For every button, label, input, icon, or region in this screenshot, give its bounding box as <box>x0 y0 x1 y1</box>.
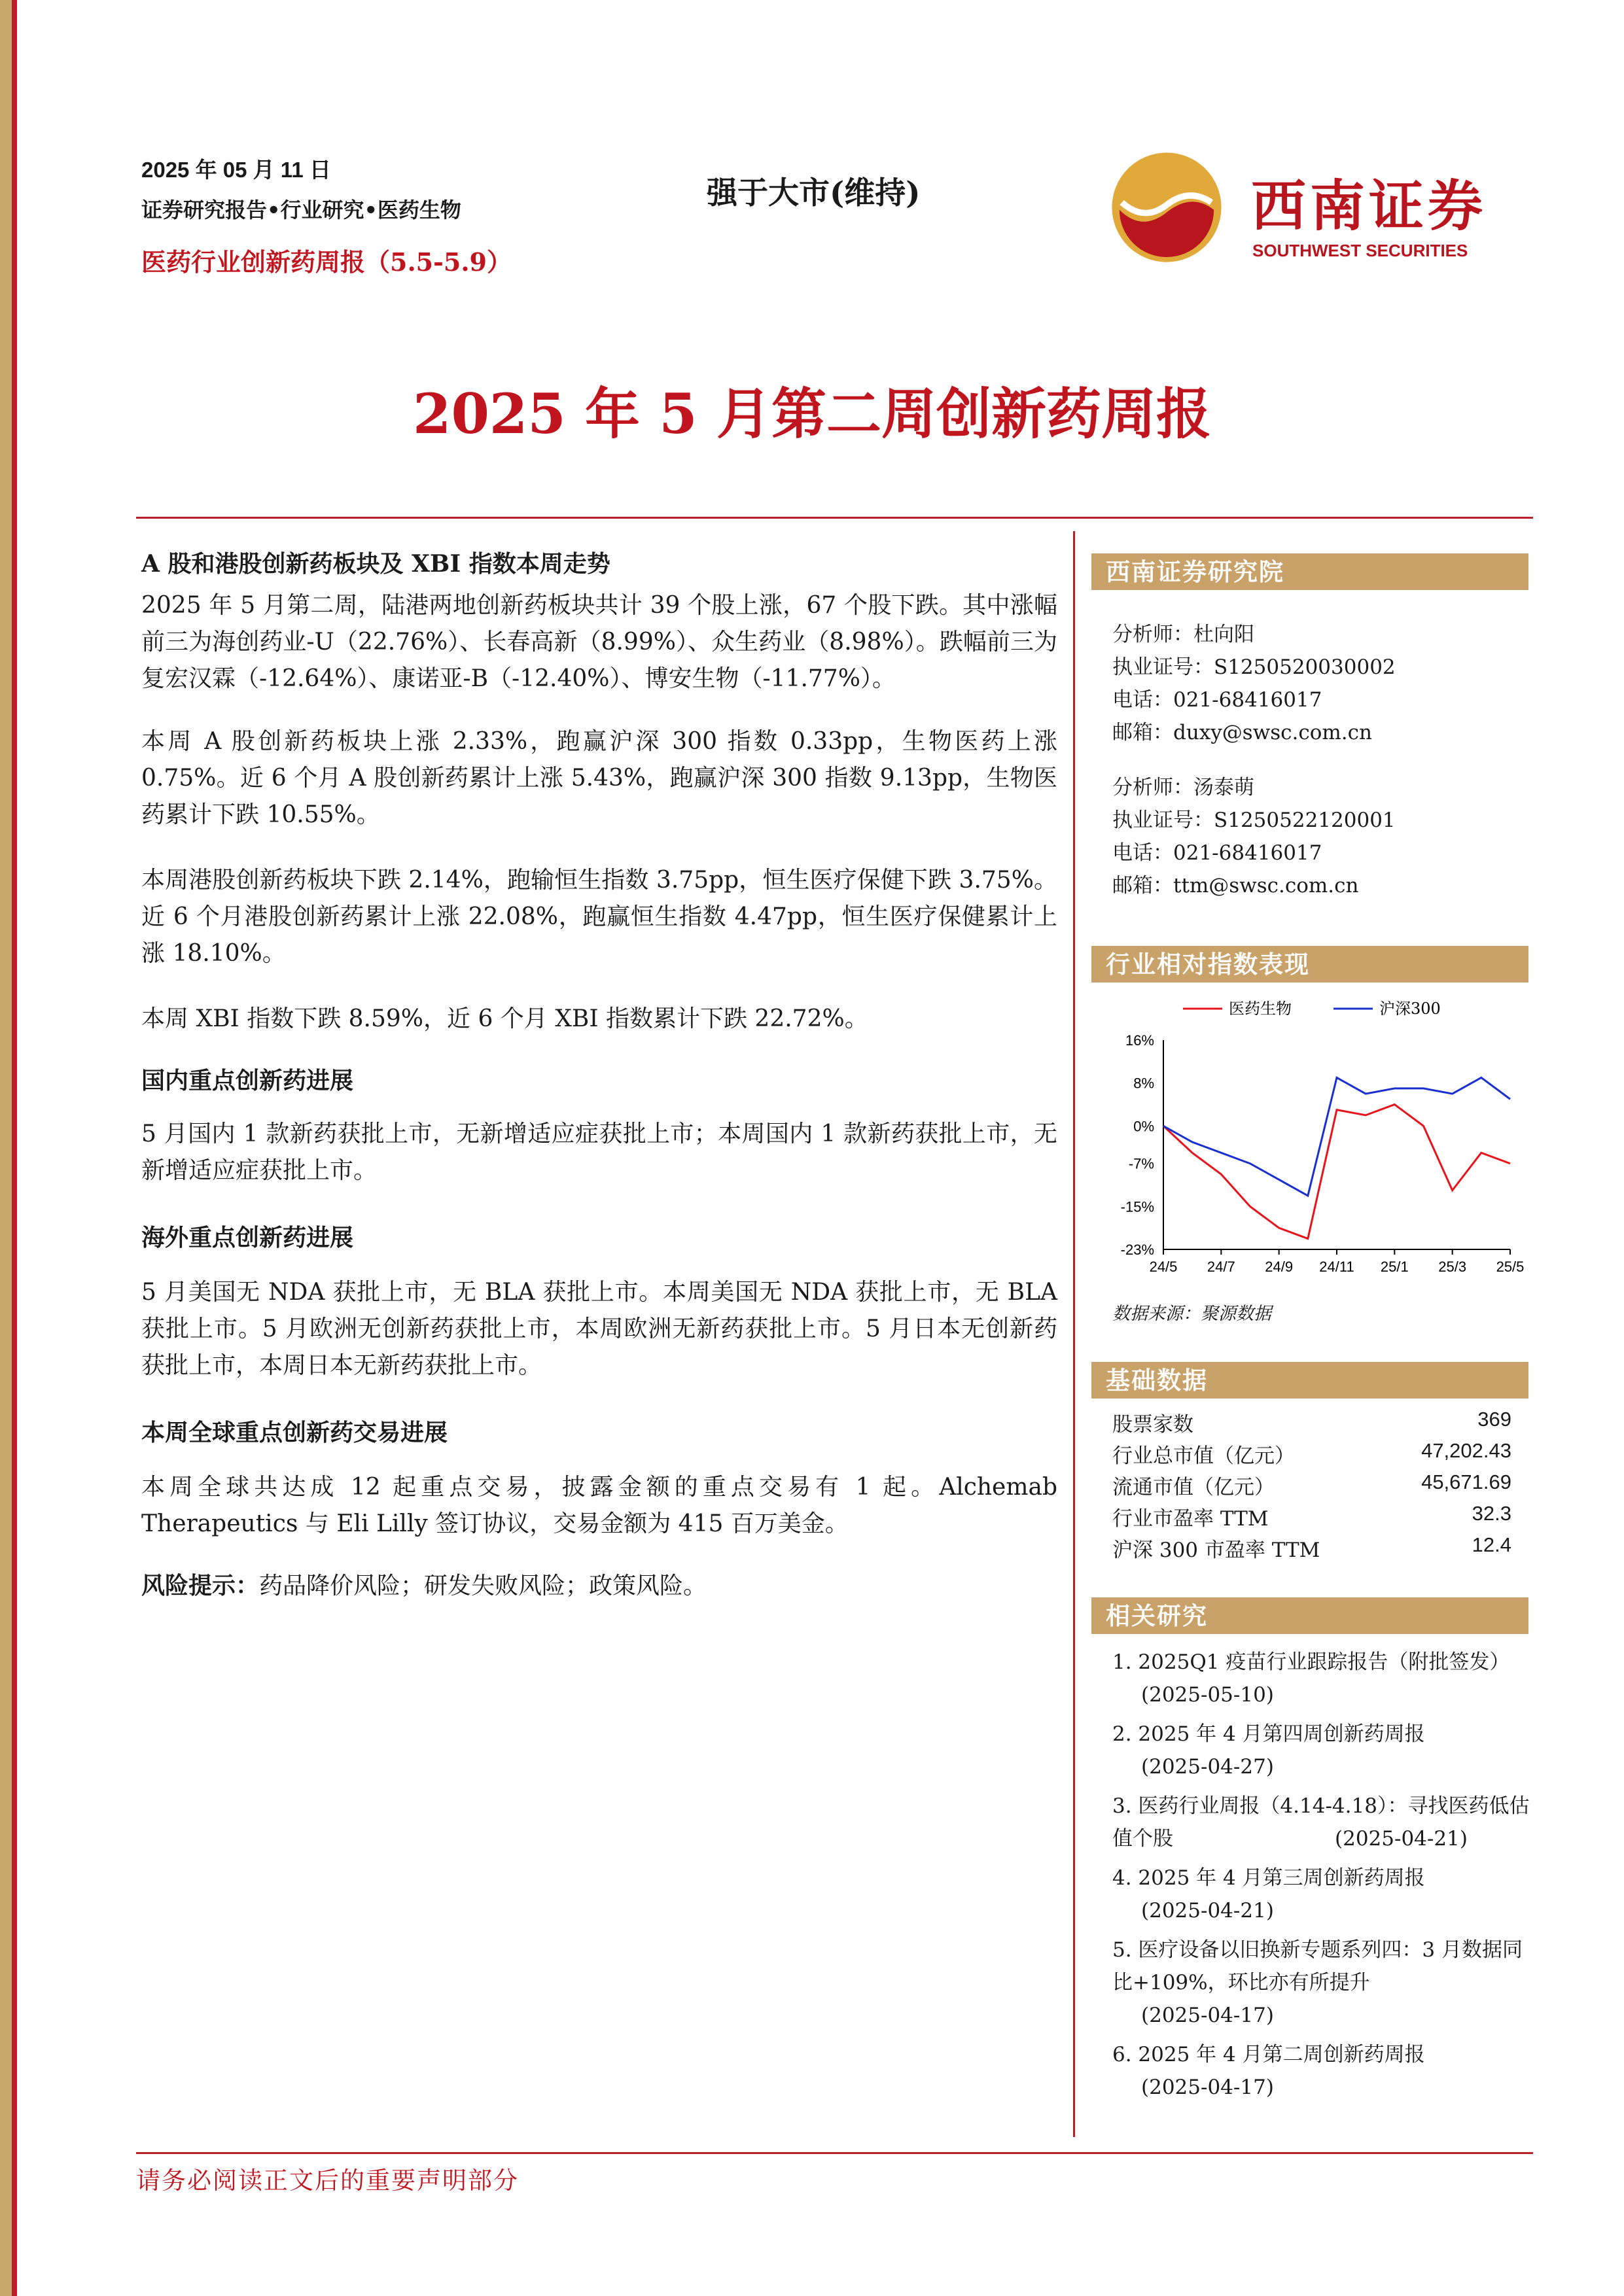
logo-name-en: SOUTHWEST SECURITIES <box>1252 241 1468 260</box>
basics-heading: 基础数据 <box>1091 1362 1528 1399</box>
related-item-date: (2025-04-21) <box>1141 1899 1274 1922</box>
paragraph-overseas: 5 月美国无 NDA 获批上市，无 BLA 获批上市。本周美国无 NDA 获批上市，无 BLA 获批上市。5 月欧洲无创新药获批上市，本周欧洲无新药获批上市。5 月日本无创新药获批上市，本周日本无新药获批上市。 <box>141 1279 1057 1379</box>
related-item[interactable] <box>1112 1934 1531 2032</box>
section-title-overseas: 海外重点创新药进展 <box>141 1224 354 1251</box>
footer-disclaimer: 请务必阅读正文后的重要声明部分 <box>136 2166 519 2195</box>
x-tick-label: 25/1 <box>1380 1259 1409 1275</box>
analyst-1-license: 执业证号：S1250520030002 <box>1112 655 1396 679</box>
x-tick-label: 24/7 <box>1207 1259 1235 1275</box>
logo-name-cn: 西南证券 <box>1251 173 1487 238</box>
basic-label: 行业市盈率 TTM <box>1112 1507 1269 1531</box>
x-tick-label: 24/5 <box>1149 1259 1178 1275</box>
analyst-1-phone: 电话：021-68416017 <box>1112 688 1322 712</box>
section-title-deals: 本周全球重点创新药交易进展 <box>141 1419 448 1446</box>
y-tick-label: 8% <box>1133 1075 1154 1092</box>
y-tick-label: 16% <box>1125 1032 1154 1049</box>
x-tick-label: 25/5 <box>1496 1259 1525 1275</box>
basic-value: 32.3 <box>1472 1502 1511 1525</box>
bottom-divider <box>136 2152 1533 2154</box>
report-series: 医药行业创新药周报（5.5-5.9） <box>141 247 512 277</box>
paragraph-market-4: 本周 XBI 指数下跌 8.59%，近 6 个月 XBI 指数累计下跌 22.72%。 <box>141 1005 868 1032</box>
chart-legend <box>1183 1000 1441 1018</box>
related-item[interactable] <box>1112 1646 1531 1711</box>
relative-index-chart <box>1091 988 1536 1289</box>
related-item-date: (2025-05-10) <box>1141 1683 1274 1707</box>
analyst-1-email[interactable]: 邮箱：duxy@swsc.com.cn <box>1112 721 1372 744</box>
x-tick-label: 25/3 <box>1438 1259 1467 1275</box>
report-date: 2025 年 05 月 11 日 <box>141 158 331 182</box>
basic-label: 流通市值（亿元） <box>1112 1476 1275 1499</box>
y-tick-label: -15% <box>1120 1198 1154 1215</box>
y-tick-label: -7% <box>1128 1155 1154 1172</box>
basic-label: 行业总市值（亿元） <box>1112 1444 1295 1468</box>
related-item-title[interactable]: 6. 2025 年 4 月第二周创新药周报 <box>1112 2043 1425 2066</box>
basic-value: 12.4 <box>1472 1533 1511 1556</box>
paragraph-market-3: 本周港股创新药板块下跌 2.14%，跑输恒生指数 3.75pp，恒生医疗保健下跌 3.75%。近 6 个月港股创新药累计上涨 22.08%，跑赢恒生指数 4.47pp，恒生医疗保健累计上涨 18.10%。 <box>141 867 1057 967</box>
basic-label: 沪深 300 市盈率 TTM <box>1112 1539 1320 1562</box>
basic-row <box>1112 1533 1511 1563</box>
risk-label: 风险提示： <box>141 1572 260 1599</box>
related-item[interactable] <box>1112 2038 1531 2104</box>
related-item-date: (2025-04-27) <box>1141 1755 1274 1779</box>
related-item-title[interactable]: 2. 2025 年 4 月第四周创新药周报 <box>1112 1722 1425 1746</box>
series-line-pharma <box>1163 1104 1510 1238</box>
related-item-date: (2025-04-17) <box>1141 2004 1274 2027</box>
related-heading: 相关研究 <box>1091 1597 1528 1634</box>
legend-label: 沪深300 <box>1379 1000 1441 1018</box>
basic-value: 369 <box>1477 1408 1511 1431</box>
industry-rating: 强于大市(维持) <box>707 175 921 211</box>
basic-row <box>1112 1439 1511 1469</box>
paragraph-domestic: 5 月国内 1 款新药获批上市，无新增适应症获批上市；本周国内 1 款新药获批上市，无新增适应症获批上市。 <box>141 1121 1057 1184</box>
related-item-title[interactable]: 4. 2025 年 4 月第三周创新药周报 <box>1112 1866 1425 1890</box>
risk-warning <box>141 1567 1057 1605</box>
related-item-date: (2025-04-21) <box>1335 1827 1468 1851</box>
analyst-1-name: 分析师：杜向阳 <box>1112 623 1254 646</box>
logo-emblem-icon <box>1104 145 1229 270</box>
column-divider <box>1073 531 1075 2137</box>
analyst-2-name: 分析师：汤泰萌 <box>1112 776 1254 799</box>
basic-label: 股票家数 <box>1112 1413 1193 1436</box>
institute-heading: 西南证券研究院 <box>1091 553 1528 590</box>
related-item-date: (2025-04-17) <box>1141 2076 1274 2099</box>
report-category: 证券研究报告•行业研究•医药生物 <box>141 198 461 222</box>
y-tick-label: 0% <box>1133 1118 1154 1135</box>
analyst-2-license: 执业证号：S1250522120001 <box>1112 809 1396 832</box>
related-item[interactable] <box>1112 1718 1531 1783</box>
related-item[interactable] <box>1112 1862 1531 1927</box>
chart-source: 数据来源：聚源数据 <box>1112 1304 1271 1324</box>
basic-row <box>1112 1408 1511 1437</box>
related-item-title[interactable]: 5. 医疗设备以旧换新专题系列四：3 月数据同比+109%，环比亦有所提升 <box>1112 1938 1523 1994</box>
legend-label: 医药生物 <box>1229 1000 1292 1018</box>
related-item[interactable] <box>1112 1790 1531 1855</box>
analyst-2-email[interactable]: 邮箱：ttm@swsc.com.cn <box>1112 874 1359 897</box>
section-title-domestic: 国内重点创新药进展 <box>141 1067 354 1094</box>
analyst-2-phone: 电话：021-68416017 <box>1112 841 1322 865</box>
paragraph-market-2: 本周 A 股创新药板块上涨 2.33%，跑赢沪深 300 指数 0.33pp，生物医药上涨 0.75%。近 6 个月 A 股创新药累计上涨 5.43%，跑赢沪深 300 指数 9.13pp，生物医药累计下跌 10.55%。 <box>141 728 1057 828</box>
y-tick-label: -23% <box>1120 1242 1154 1258</box>
series-line-csi300 <box>1163 1077 1510 1196</box>
related-item-title[interactable]: 1. 2025Q1 疫苗行业跟踪报告（附批签发） <box>1112 1650 1510 1674</box>
basic-row <box>1112 1502 1511 1531</box>
paragraph-market-1: 2025 年 5 月第二周，陆港两地创新药板块共计 39 个股上涨，67 个股下跌。其中涨幅前三为海创药业-U（22.76%）、长春高新（8.99%）、众生药业（8.98%）。跌幅前三为复宏汉霖（-12.64%）、康诺亚-B（-12.40%）、博安生物（-11.77%）。 <box>141 592 1057 692</box>
top-divider <box>136 517 1533 519</box>
paragraph-deals: 本周全球共达成 12 起重点交易，披露金额的重点交易有 1 起。Alchemab Therapeutics 与 Eli Lilly 签订协议，交易金额为 415 百万美金。 <box>141 1474 1057 1537</box>
page-side-bar <box>0 0 25 2296</box>
basic-value: 45,671.69 <box>1421 1470 1511 1493</box>
x-tick-label: 24/9 <box>1265 1259 1294 1275</box>
basic-row <box>1112 1470 1511 1500</box>
basic-value: 47,202.43 <box>1421 1439 1511 1462</box>
page-title: 2025 年 5 月第二周创新药周报 <box>413 381 1211 446</box>
risk-text: 药品降价风险；研发失败风险；政策风险。 <box>259 1573 707 1599</box>
x-tick-label: 24/11 <box>1319 1259 1354 1275</box>
section-title-market: A 股和港股创新药板块及 XBI 指数本周走势 <box>141 550 610 578</box>
company-logo <box>1104 145 1523 270</box>
related-item-title[interactable]: 3. 医药行业周报（4.14-4.18）：寻找医药低估值个股 <box>1112 1794 1530 1851</box>
chart-heading: 行业相对指数表现 <box>1091 946 1528 983</box>
